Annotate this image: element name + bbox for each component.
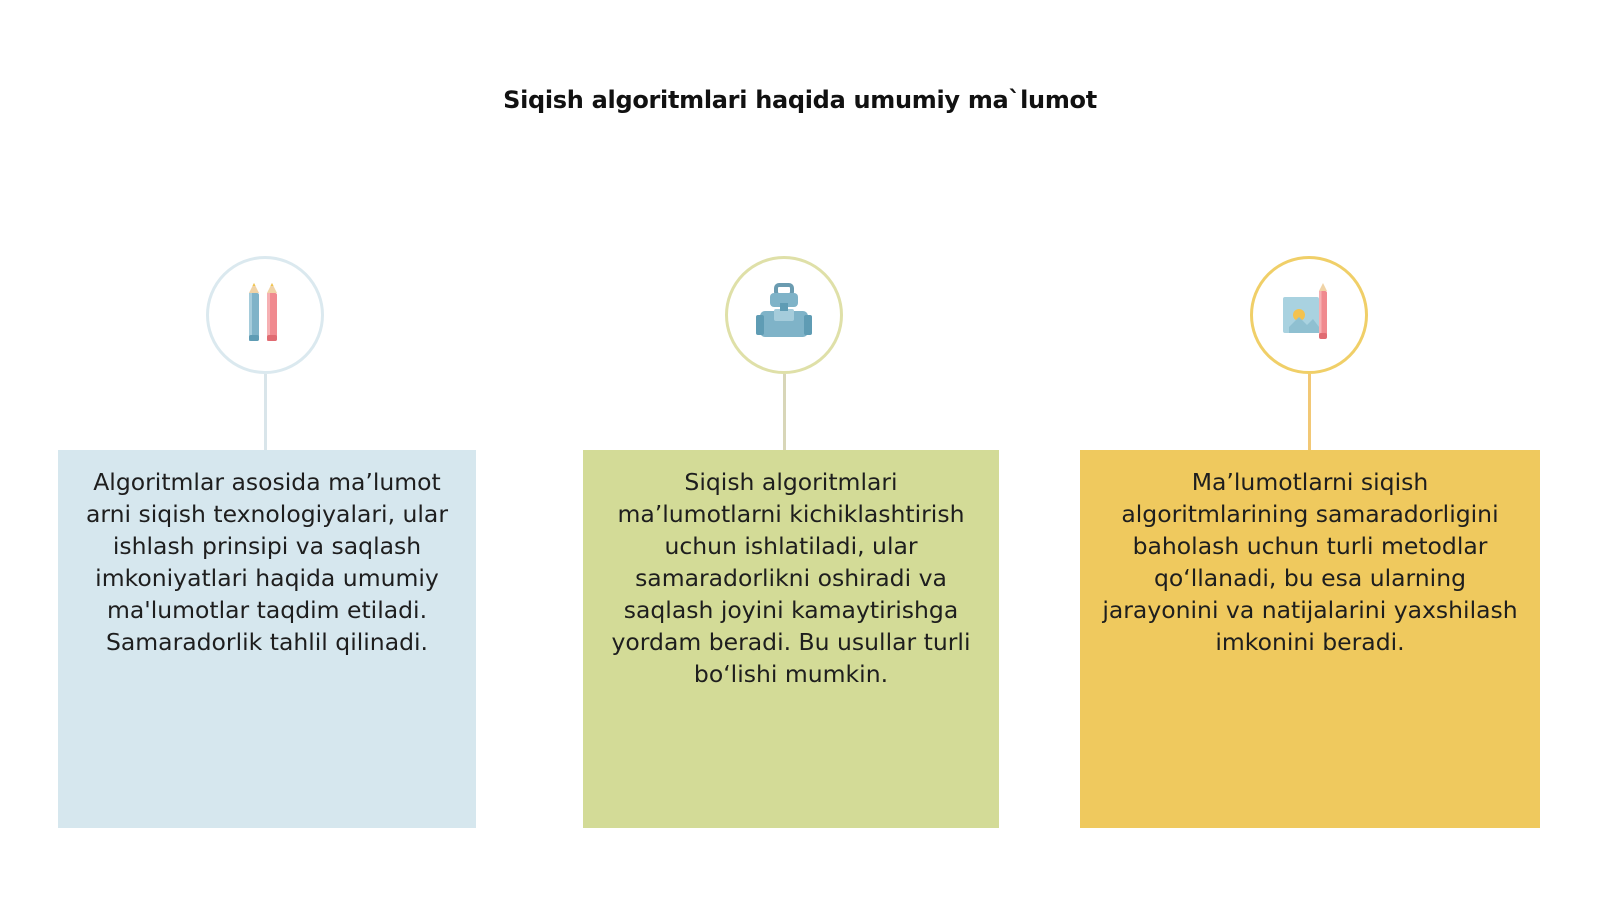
backpack-icon [752, 281, 816, 349]
pencils-icon [235, 281, 295, 349]
info-card-2 [583, 450, 999, 828]
connector-line-3 [1308, 374, 1311, 450]
info-card-1 [58, 450, 476, 828]
connector-line-2 [783, 374, 786, 450]
connector-line-1 [264, 374, 267, 450]
info-card-text: Algoritmlar asosida ma’lumot arni siqish texnologiyalari, ular ishlash prinsipi va saqlash imkoniyatlari haqida umumiy ma'lumotlar taqdim etiladi. Samaradorlik tahlil qilinadi. [85, 468, 448, 656]
info-card-3 [1080, 450, 1540, 828]
icon-circle-2 [725, 256, 843, 374]
info-card-text: Siqish algoritmlari ma’lumotlarni kichiklashtirish uchun ishlatiladi, ular samaradorlikni oshiradi va saqlash joyini kamaytirishga yordam beradi. Bu usullar turli bo‘lishi mumkin. [611, 468, 971, 688]
icon-circle-1 [206, 256, 324, 374]
info-card-text: Ma’lumotlarni siqish algoritmlarining samaradorligini baholash uchun turli metodlar qo‘llanadi, bu esa ularning jarayonini va natijalarini yaxshilash imkonini beradi. [1102, 468, 1518, 656]
picture-and-pencil-icon [1277, 281, 1341, 349]
page-title: Siqish algoritmlari haqida umumiy ma`lumot [503, 86, 1097, 114]
icon-circle-3 [1250, 256, 1368, 374]
